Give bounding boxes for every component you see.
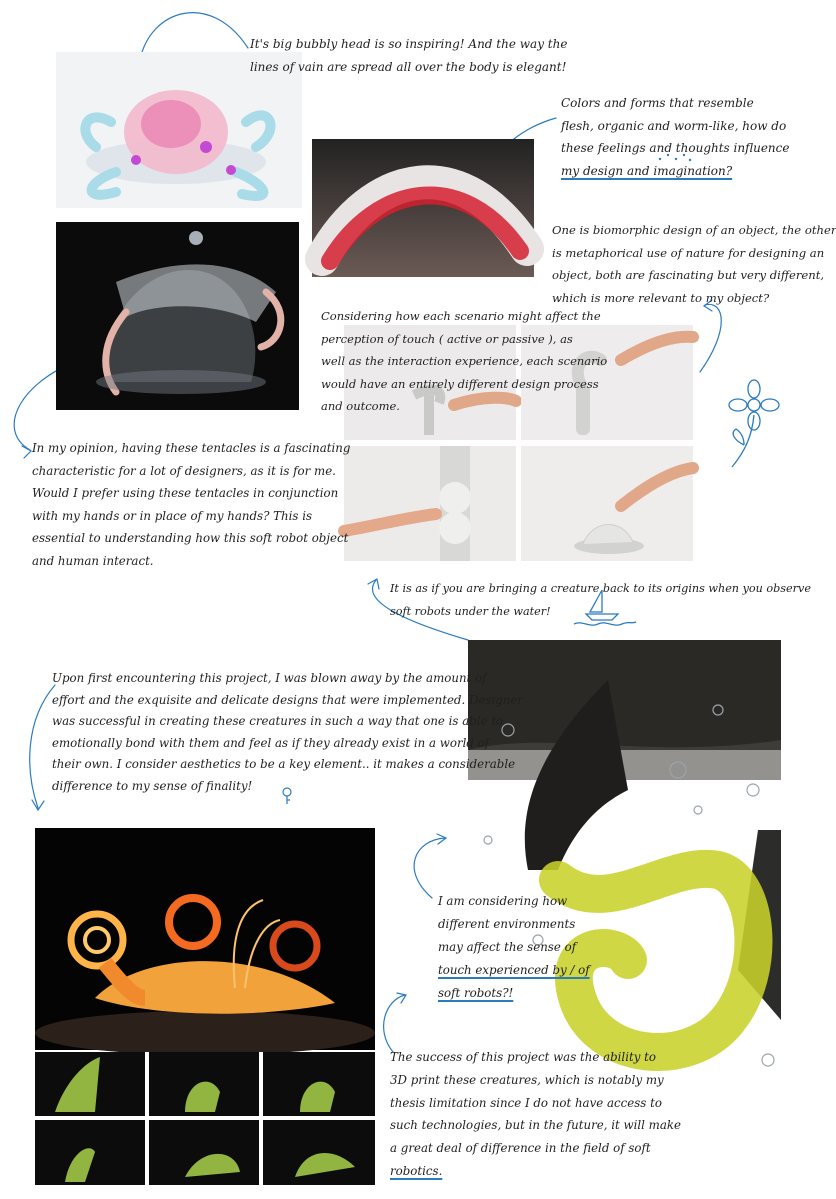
note-line: essential to understanding how this soft robot object — [32, 531, 349, 545]
note-line: In my opinion, having these tentacles is a fascinating — [32, 441, 351, 455]
note-biomorphic-design — [552, 219, 836, 309]
note-line: The success of this project was the ability to — [390, 1050, 656, 1064]
photo-glowing-creature — [35, 828, 375, 1050]
note-line: Upon first encountering this project, I was blown away by the amount of — [52, 671, 487, 685]
note-line: which is more relevant to my object? — [552, 290, 770, 305]
note-line: was successful in creating these creatures in such a way that one is able to — [52, 714, 504, 729]
note-line: thesis limitation since I do not have access to — [390, 1095, 662, 1110]
arrow-biomorphic-note — [700, 304, 721, 372]
note-line: such technologies, but in the future, it will make — [390, 1118, 681, 1133]
note-line: Would I prefer using these tentacles in conjunction — [32, 486, 339, 500]
photo-jellyfish-robot — [56, 222, 299, 410]
note-line: is metaphorical use of nature for designing an — [552, 245, 825, 260]
jellyfish-robot-illustration — [56, 222, 299, 410]
note-line: difference to my sense of finality! — [52, 778, 253, 793]
note-line: 3D print these creatures, which is notably my — [390, 1072, 664, 1087]
arrow-environments-note — [414, 838, 445, 898]
photo-touch-scenario-3 — [344, 446, 516, 561]
photo-red-worm-robot — [312, 139, 534, 277]
note-line: lines of vain are spread all over the body is elegant! — [250, 59, 567, 74]
note-touch-scenarios — [321, 305, 607, 418]
note-line: It is as if you are bringing a creature back to its origins when you observe — [390, 582, 811, 595]
note-line: may affect the sense of — [438, 940, 577, 954]
photo-touch-scenario-4 — [521, 446, 693, 561]
note-tentacles-opinion — [32, 437, 350, 572]
creature-grid-illustration — [35, 1052, 375, 1185]
note-project-success — [390, 1046, 681, 1183]
note-line: their own. I consider aesthetics to be a key element.. it makes a considerable — [52, 757, 516, 772]
note-line: One is biomorphic design of an object, the other — [552, 223, 836, 237]
note-line: robotics. — [390, 1163, 443, 1178]
note-line: I am considering how — [438, 894, 568, 908]
note-line: It's big bubbly head is so inspiring! And the way the — [250, 37, 568, 51]
flower-doodle-icon — [724, 375, 786, 470]
note-line: Colors and forms that resemble — [561, 96, 754, 110]
note-line: soft robots under the water! — [390, 604, 551, 618]
worm-robot-illustration — [312, 139, 534, 277]
note-line: Considering how each scenario might affect the — [321, 309, 601, 323]
note-line: with my hands or in place of my hands? This is — [32, 508, 313, 523]
note-head-inspiration — [250, 33, 567, 78]
glowing-creature-illustration — [35, 828, 375, 1050]
photo-creature-grid — [35, 1052, 375, 1185]
note-line: touch experienced by / of — [438, 963, 590, 977]
note-line: characteristic for a lot of designers, as it is for me. — [32, 463, 336, 478]
note-line: effort and the exquisite and delicate designs that were implemented. Designer — [52, 692, 524, 707]
note-line: flesh, organic and worm-like, how do — [561, 118, 787, 133]
note-line: my design and imagination? — [561, 163, 733, 178]
note-line: soft robots?! — [438, 986, 514, 1000]
note-line: and human interact. — [32, 553, 154, 568]
note-creature-origins — [390, 578, 811, 623]
note-line: well as the interaction experience, each scenario — [321, 354, 608, 368]
note-environments — [438, 890, 590, 1005]
note-line: object, both are fascinating but very different, — [552, 268, 825, 282]
note-line: different environments — [438, 917, 576, 931]
note-line: emotionally bond with them and feel as if they already exist in a world of — [52, 735, 490, 750]
note-first-encounter — [52, 668, 523, 798]
note-line: and outcome. — [321, 399, 400, 413]
arrow-success-note — [384, 995, 405, 1052]
note-line: would have an entirely different design process — [321, 376, 599, 391]
note-line: a great deal of difference in the field of soft — [390, 1141, 651, 1156]
note-line: these feelings and thoughts influence — [561, 141, 790, 155]
note-line: perception of touch ( active or passive ), as — [321, 331, 573, 346]
note-colors-forms — [561, 92, 789, 182]
